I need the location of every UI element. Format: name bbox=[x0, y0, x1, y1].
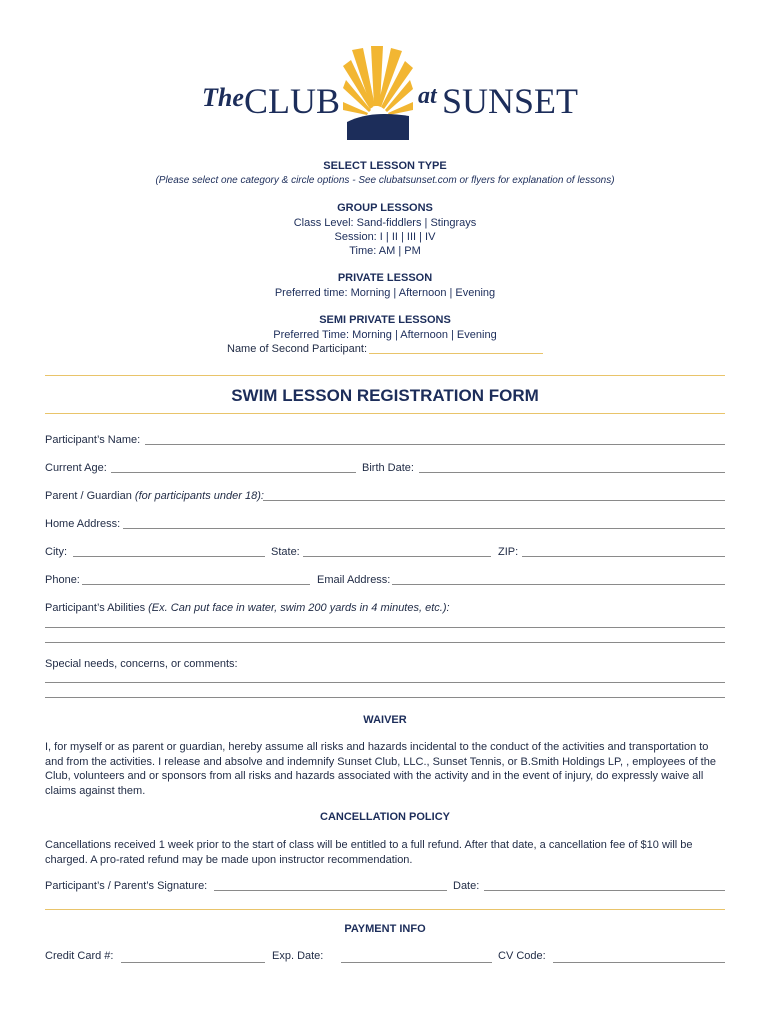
abilities-label-text: Participant’s Abilities bbox=[45, 602, 146, 614]
zip-field[interactable] bbox=[522, 556, 725, 557]
semi-private-heading: SEMI PRIVATE LESSONS bbox=[319, 314, 451, 326]
cancellation-text: Cancellations received 1 week prior to the start of class will be entitled to a full refund. After that date, a cancellation fee of $10 will be charged. A pro-rated refund may be made upon instructor recommendation. bbox=[45, 839, 693, 866]
logo-word-the: The bbox=[202, 83, 244, 112]
logo-word-at: at bbox=[418, 83, 437, 109]
special-needs-field-line-2[interactable] bbox=[45, 697, 725, 698]
abilities-note: (Ex. Can put face in water, swim 200 yards in 4 minutes, etc.): bbox=[148, 602, 450, 614]
exp-date-label: Exp. Date: bbox=[272, 950, 324, 962]
signature-date-field[interactable] bbox=[484, 890, 725, 891]
state-field[interactable] bbox=[303, 556, 491, 557]
sunburst-logo-icon bbox=[343, 44, 413, 142]
signature-date-label: Date: bbox=[453, 880, 480, 892]
group-lessons-heading: GROUP LESSONS bbox=[337, 202, 433, 214]
city-field[interactable] bbox=[73, 556, 265, 557]
form-title: SWIM LESSON REGISTRATION FORM bbox=[231, 386, 539, 405]
participant-name-label: Participant’s Name: bbox=[45, 434, 141, 446]
logo-word-sunset: SUNSET bbox=[442, 81, 579, 121]
birth-date-field[interactable] bbox=[419, 472, 725, 473]
zip-label: ZIP: bbox=[498, 546, 519, 558]
cancellation-heading: CANCELLATION POLICY bbox=[320, 811, 450, 823]
credit-card-field[interactable] bbox=[121, 962, 265, 963]
abilities-label bbox=[45, 602, 450, 614]
home-address-label: Home Address: bbox=[45, 518, 121, 530]
parent-guardian-note: (for participants under 18): bbox=[134, 490, 264, 502]
current-age-label: Current Age: bbox=[45, 462, 107, 474]
parent-guardian-field[interactable] bbox=[263, 500, 725, 501]
second-participant-field[interactable] bbox=[369, 353, 543, 354]
credit-card-label: Credit Card #: bbox=[45, 950, 114, 962]
signature-field[interactable] bbox=[214, 890, 447, 891]
divider bbox=[45, 909, 725, 910]
state-label: State: bbox=[271, 546, 300, 558]
email-label: Email Address: bbox=[317, 574, 391, 586]
payment-heading: PAYMENT INFO bbox=[344, 923, 426, 935]
lesson-type-heading: SELECT LESSON TYPE bbox=[323, 160, 447, 172]
birth-date-label: Birth Date: bbox=[362, 462, 414, 474]
abilities-field-line-2[interactable] bbox=[45, 642, 725, 643]
waiver-heading: WAIVER bbox=[363, 714, 407, 726]
divider bbox=[45, 375, 725, 376]
group-time-options[interactable]: Time: AM | PM bbox=[349, 245, 421, 257]
private-time-options[interactable]: Preferred time: Morning | Afternoon | Evening bbox=[274, 287, 496, 299]
group-session-options[interactable]: Session: I | II | III | IV bbox=[334, 231, 436, 243]
abilities-field-line-1[interactable] bbox=[45, 627, 725, 628]
private-lesson-heading: PRIVATE LESSON bbox=[337, 272, 433, 284]
participant-name-field[interactable] bbox=[145, 444, 725, 445]
signature-label: Participant’s / Parent’s Signature: bbox=[45, 880, 208, 892]
parent-guardian-label bbox=[45, 490, 264, 502]
city-label: City: bbox=[45, 546, 67, 558]
parent-guardian-label-text: Parent / Guardian bbox=[45, 490, 132, 502]
phone-field[interactable] bbox=[82, 584, 310, 585]
semi-private-time-options[interactable]: Preferred Time: Morning | Afternoon | Evening bbox=[273, 329, 497, 341]
waiver-text: I, for myself or as parent or guardian, hereby assume all risks and hazards incidental to the conduct of the activities and transportation to and from the activities. I release and absolve and indemnify Sunset Club, LLC., Sunset Tennis, or B.Smith Holdings LP, , employees of the Club, volunteers and or sponsors from all risks and hazards associated with the activity and in the event of injury, do expressly waive all claims against them. bbox=[45, 741, 716, 797]
special-needs-label: Special needs, concerns, or comments: bbox=[45, 658, 238, 670]
logo-word-club: CLUB bbox=[244, 81, 341, 121]
special-needs-field-line-1[interactable] bbox=[45, 682, 725, 683]
home-address-field[interactable] bbox=[123, 528, 725, 529]
divider bbox=[45, 413, 725, 414]
lesson-type-instruction: (Please select one category & circle options - See clubatsunset.com or flyers for explanation of lessons) bbox=[155, 175, 615, 186]
exp-date-field[interactable] bbox=[341, 962, 492, 963]
current-age-field[interactable] bbox=[111, 472, 356, 473]
email-field[interactable] bbox=[392, 584, 725, 585]
phone-label: Phone: bbox=[45, 574, 80, 586]
cv-code-label: CV Code: bbox=[498, 950, 546, 962]
second-participant-label: Name of Second Participant: bbox=[227, 343, 368, 355]
group-class-level-options[interactable]: Class Level: Sand-fiddlers | Stingrays bbox=[293, 217, 477, 229]
cv-code-field[interactable] bbox=[553, 962, 725, 963]
